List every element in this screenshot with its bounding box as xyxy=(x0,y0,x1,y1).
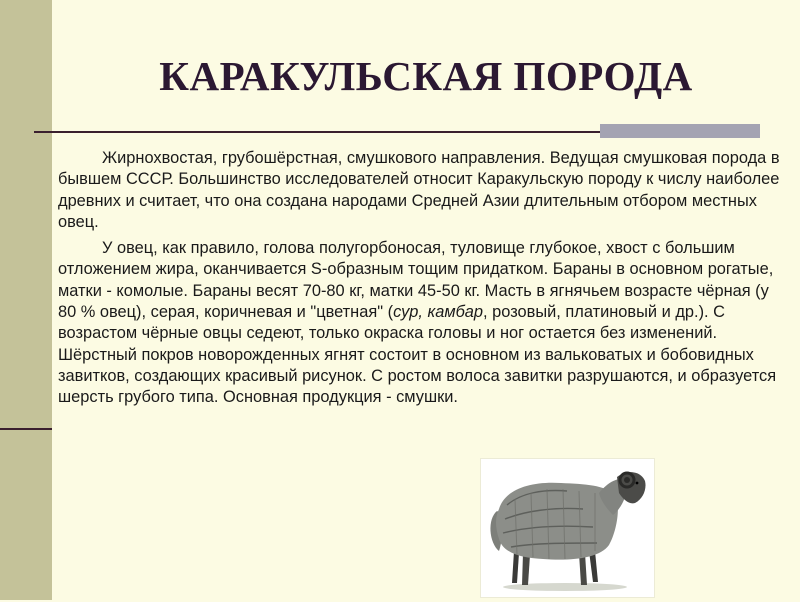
left-decorative-band xyxy=(0,0,52,600)
title-underline xyxy=(34,131,634,133)
paragraph-2 xyxy=(58,238,783,408)
paragraph-2-italic: сур, камбар xyxy=(393,303,484,322)
slide-body xyxy=(58,148,783,414)
paragraph-2-text-b: , розовый, платиновый и др.). С возрастом чёрные овцы седеют, только окраска головы и ног остается без изменений. Шёрстный покров новорожденных ягнят состоит в основном из вальковатых и бобовидных завитков, создающих красивый рисунок. С ростом волоса завитки разрушаются, и образуется шерсть грубого типа. Основная продукция - смушки. xyxy=(58,303,777,407)
karakul-sheep-icon xyxy=(481,459,654,597)
sheep-image xyxy=(480,458,655,598)
left-band-divider xyxy=(0,428,52,430)
slide-title: КАРАКУЛЬСКАЯ ПОРОДА xyxy=(159,53,693,99)
paragraph-1: Жирнохвостая, грубошёрстная, смушкового направления. Ведущая смушковая порода в бывшем СССР. Большинство исследователей относит Каракульскую породу к числу наиболее древних и считает, что она создана народами Средней Азии длительным отбором местных овец. xyxy=(58,149,780,231)
title-underline-accent xyxy=(600,124,760,138)
paragraph-2-text-a: У овец, как правило, голова полугорбоносая, туловище глубокое, хвост с большим отложением жира, оканчивается S-образным тощим придатком. Бараны в основном рогатые, матки - комолые. Бараны весят 70-80 кг, матки 45-50 кг. Масть в ягнячьем возрасте чёрная (у 80 % овец), серая, коричневая и "цветная" ( xyxy=(58,239,774,322)
